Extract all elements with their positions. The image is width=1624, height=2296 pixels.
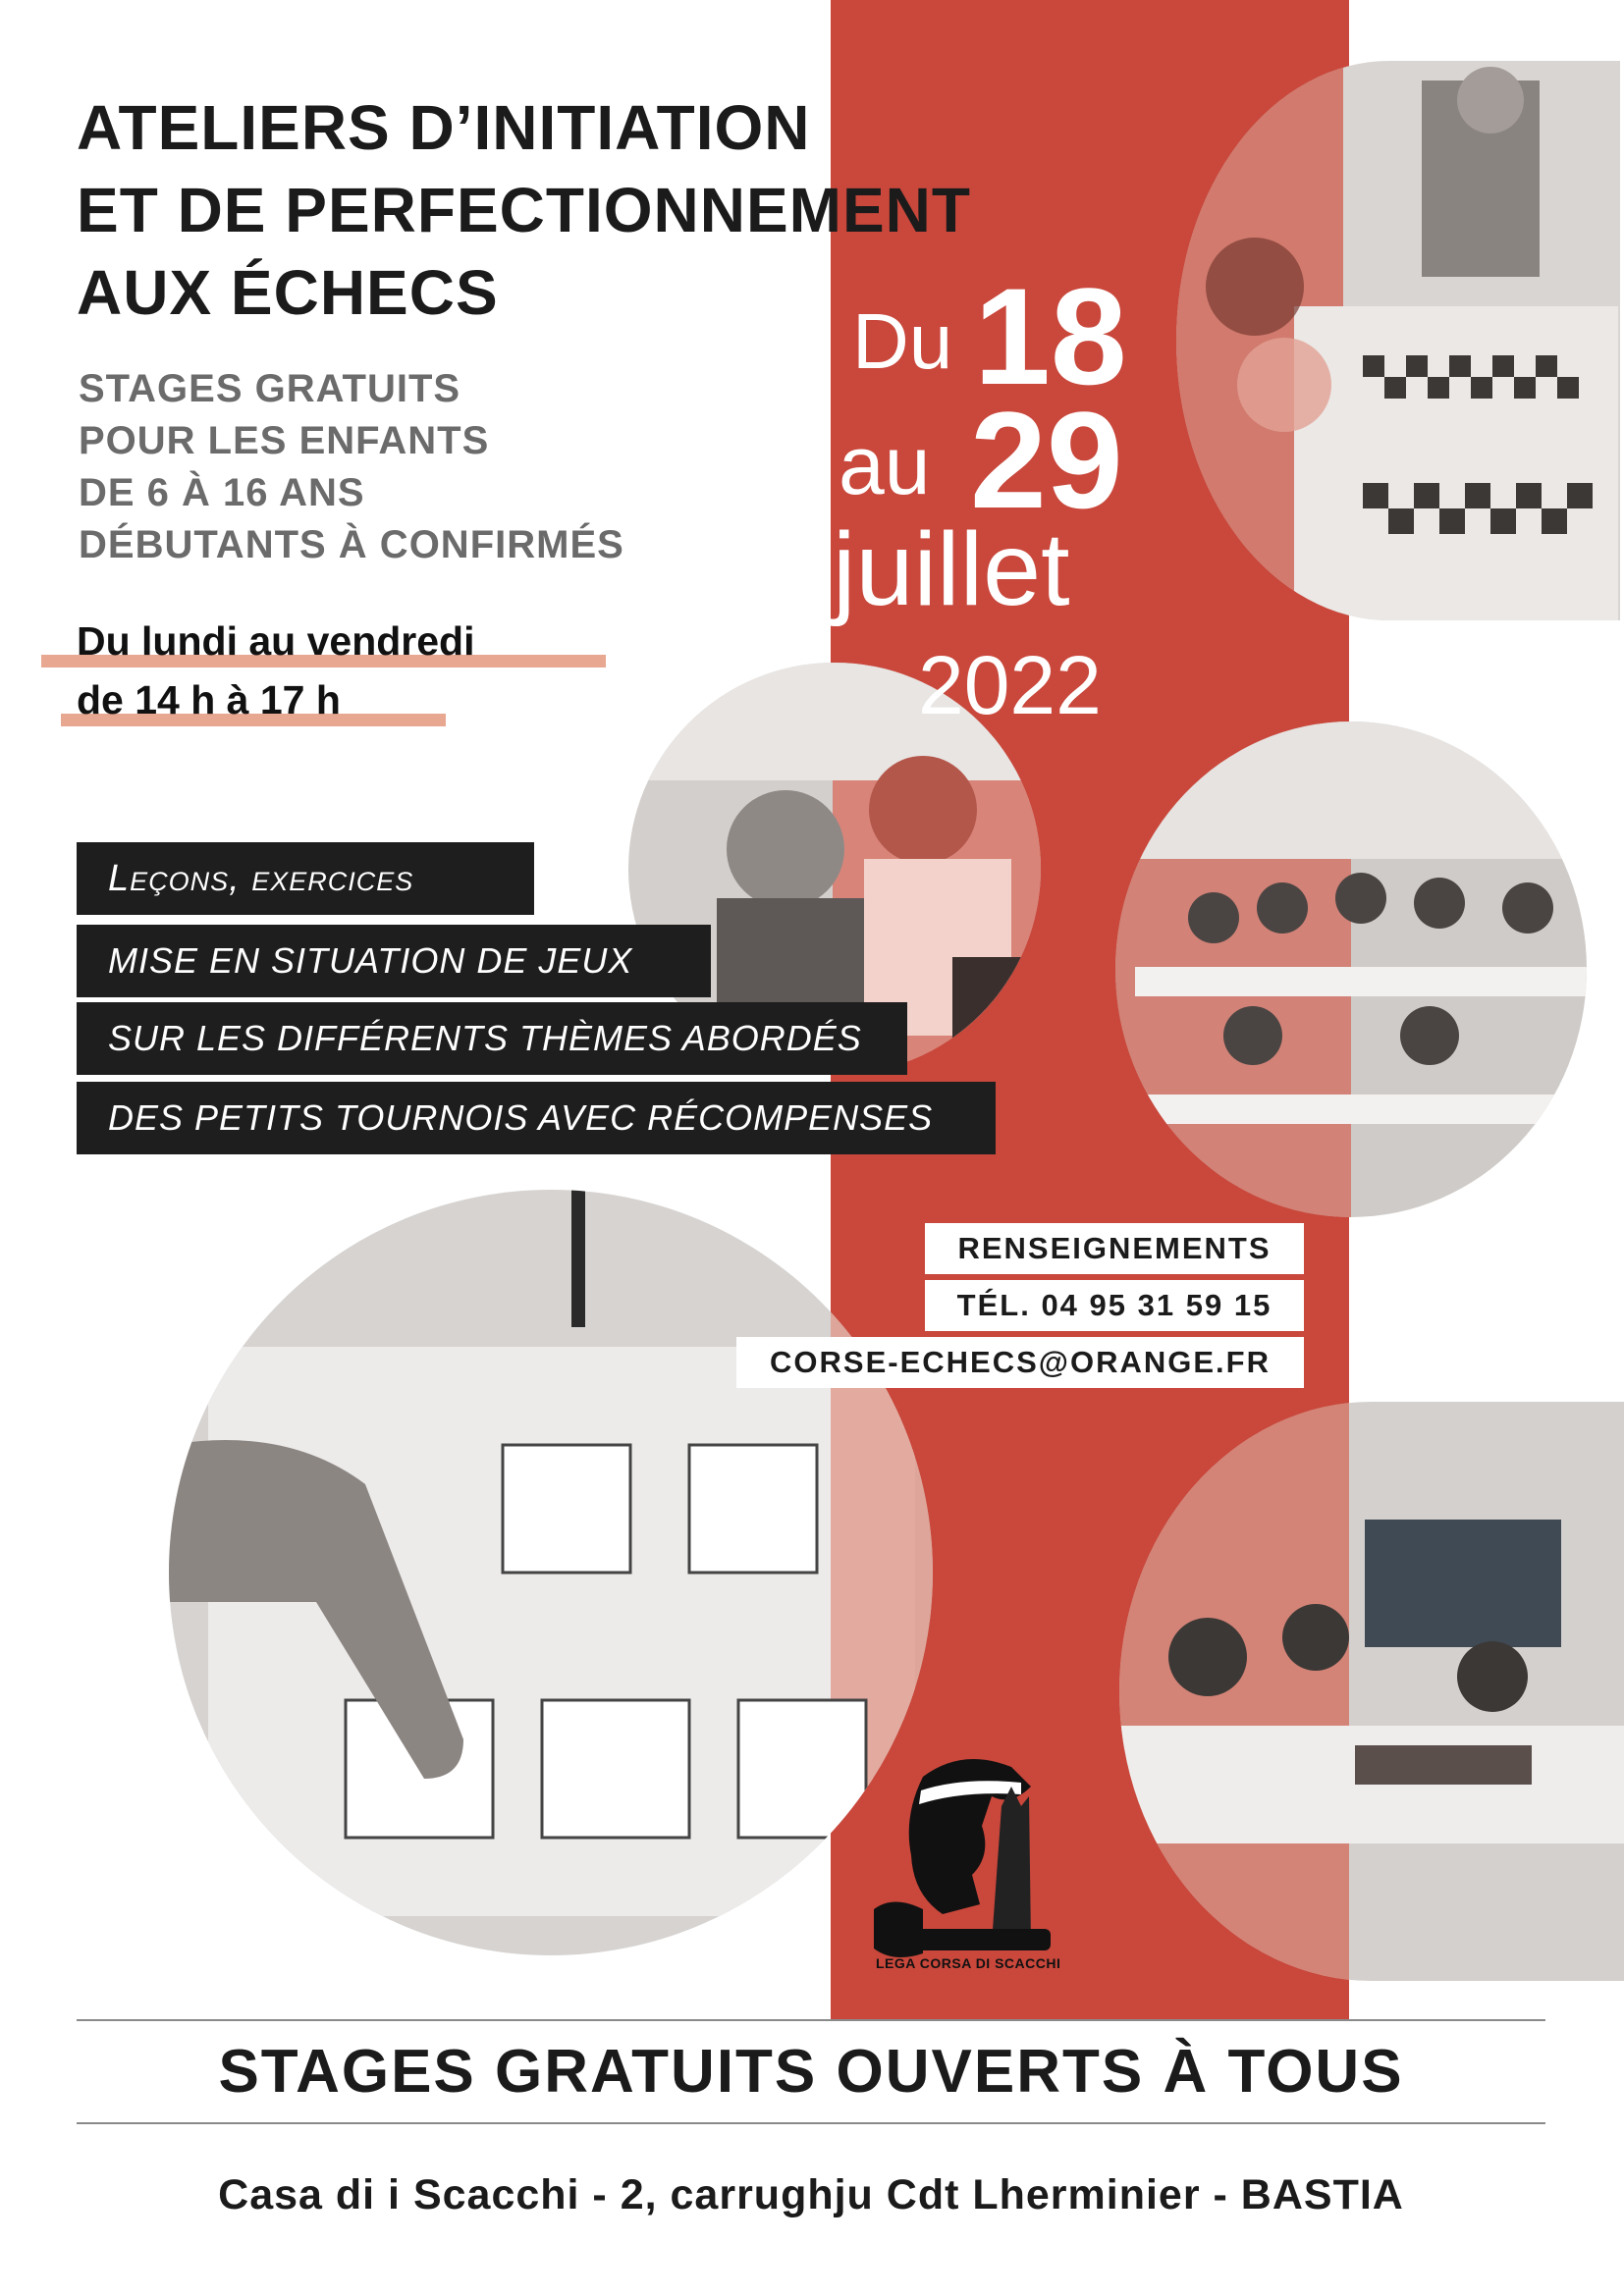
logo-text: LEGA CORSA DI SCACCHI [876, 1955, 1061, 1971]
subtitle-line: STAGES GRATUITS [79, 367, 461, 410]
title-line: ET DE PERFECTIONNEMENT [77, 175, 971, 245]
date-month: juillet [833, 511, 1070, 627]
lega-corsa-logo [864, 1747, 1060, 1993]
title-line: ATELIERS D’INITIATION [77, 92, 811, 163]
feature-game-situation [77, 925, 711, 997]
date-end-day: 29 [970, 383, 1123, 537]
subtitle [79, 363, 624, 571]
date-du: Du [852, 297, 953, 385]
feature-lessons [77, 842, 534, 915]
feature-themes [77, 1002, 907, 1075]
subtitle-line: DÉBUTANTS À CONFIRMÉS [79, 523, 624, 566]
info-phone: TÉL. 04 95 31 59 15 [925, 1280, 1304, 1331]
page-title [77, 86, 971, 334]
feature-tournaments [77, 1082, 996, 1154]
title-line: AUX ÉCHECS [77, 257, 499, 328]
photo-chess-class-top [1176, 61, 1620, 620]
divider-bottom [77, 2122, 1545, 2124]
footer-headline: STAGES GRATUITS OUVERTS À TOUS [218, 2038, 1404, 2106]
feature-text: SUR LES DIFFÉRENTS THÈMES ABORDÉS [108, 1018, 862, 1058]
schedule-days: Du lundi au vendredi [77, 618, 475, 664]
date-au: au [839, 419, 931, 511]
feature-text: DES PETITS TOURNOIS AVEC RÉCOMPENSES [108, 1097, 934, 1138]
subtitle-line: POUR LES ENFANTS [79, 419, 490, 462]
feature-text: Leçons, exercices [108, 857, 414, 899]
date-year: 2022 [918, 639, 1102, 731]
info-email: CORSE-ECHECS@ORANGE.FR [736, 1337, 1304, 1388]
footer-address: Casa di i Scacchi - 2, carrughju Cdt Lherminier - BASTIA [218, 2171, 1404, 2218]
feature-text: MISE EN SITUATION DE JEUX [108, 940, 633, 981]
photo-exercise-sheet [169, 1190, 933, 1955]
date-start-day: 18 [974, 259, 1127, 413]
info-label: RENSEIGNEMENTS [925, 1223, 1304, 1274]
subtitle-line: DE 6 À 16 ANS [79, 471, 365, 514]
schedule-hours: de 14 h à 17 h [77, 677, 341, 722]
photo-class-room-middle [1115, 721, 1587, 1217]
photo-class-room-bottom [1119, 1402, 1624, 1981]
divider-top [77, 2019, 1545, 2021]
